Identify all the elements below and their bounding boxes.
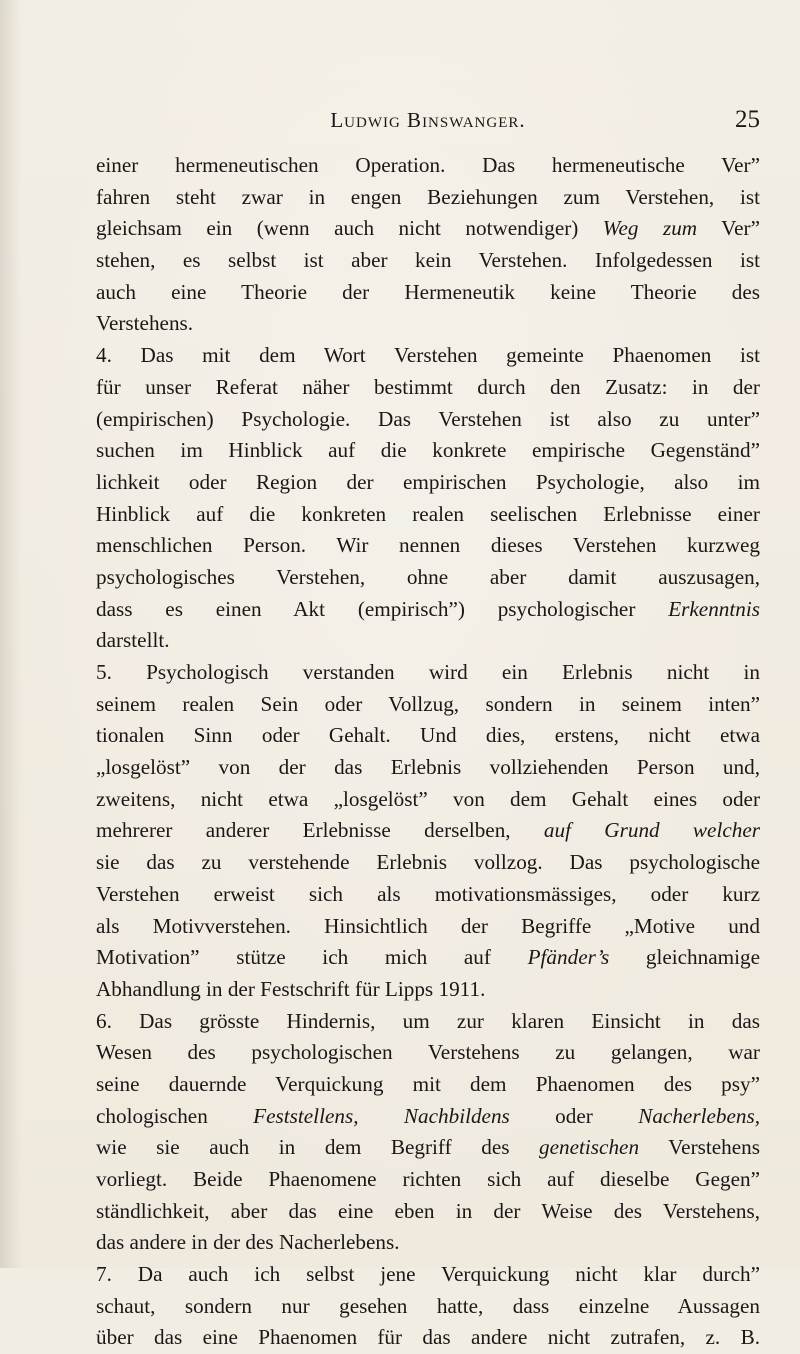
text-line: als Motivverstehen. Hinsichtlich der Begriffe „Motive und [96, 913, 760, 938]
text-line: Hinblick auf die konkreten realen seelischen Erlebnisse einer [96, 501, 760, 526]
text-line: darstellt. [96, 628, 170, 653]
text-line: lichkeit oder Region der empirischen Psychologie, also im [96, 469, 760, 494]
text-line: suchen im Hinblick auf die konkrete empirische Gegenständˮ [96, 438, 760, 463]
text-line: fahren steht zwar in engen Beziehungen zum Verstehen, ist [96, 184, 760, 209]
body-text [96, 150, 760, 1354]
text-line: 5. Psychologisch verstanden wird ein Erlebnis nicht in [96, 660, 760, 684]
text-line: 7. Da auch ich selbst jene Verquickung nicht klar durchˮ [96, 1262, 760, 1287]
text-line: vorliegt. Beide Phaenomene richten sich auf dieselbe Gegenˮ [96, 1167, 760, 1191]
text-line: über das eine Phaenomen für das andere nicht zutrafen, z. B. [96, 1325, 760, 1350]
text-line: einer hermeneutischen Operation. Das hermeneutische Verˮ [96, 153, 760, 177]
text-line: mehrerer anderer Erlebnisse derselben, auf Grund welcher [96, 818, 760, 843]
text-line: seinem realen Sein oder Vollzug, sondern in seinem intenˮ [96, 691, 760, 716]
text-line: schaut, sondern nur gesehen hatte, dass einzelne Aussagen [96, 1293, 760, 1318]
text-line: „losgelöst” von der das Erlebnis vollziehenden Person und, [96, 755, 760, 780]
text-line: seine dauernde Verquickung mit dem Phaenomen des psyˮ [96, 1071, 760, 1096]
text-line: zweitens, nicht etwa „losgelöst” von dem Gehalt eines oder [96, 786, 760, 811]
text-line: dass es einen Akt (empirischˮ) psychologischer Erkenntnis [96, 596, 760, 621]
running-head: Ludwig Binswanger. [330, 108, 526, 132]
text-line: auch eine Theorie der Hermeneutik keine Theorie des [96, 279, 760, 304]
text-line: stehen, es selbst ist aber kein Verstehen. Infolgedessen ist [96, 248, 760, 273]
text-line: wie sie auch in dem Begriff des genetischen Verstehens [96, 1135, 760, 1160]
page-number: 25 [735, 106, 760, 133]
text-line: tionalen Sinn oder Gehalt. Und dies, erstens, nicht etwa [96, 723, 760, 748]
text-line: menschlichen Person. Wir nennen dieses Verstehen kurzweg [96, 533, 760, 558]
text-line: 4. Das mit dem Wort Verstehen gemeinte Phaenomen ist [96, 343, 760, 368]
text-line: (empirischen) Psychologie. Das Verstehen ist also zu unterˮ [96, 406, 760, 431]
text-line: ständlichkeit, aber das eine eben in der Weise des Verstehens, [96, 1198, 760, 1223]
text-line: sie das zu verstehende Erlebnis vollzog. Das psychologische [96, 850, 760, 875]
page-header [96, 106, 760, 140]
text-line: Verstehens. [96, 311, 194, 336]
gutter-shadow [0, 0, 22, 1268]
text-line: für unser Referat näher bestimmt durch den Zusatz: in der [96, 374, 760, 399]
text-line: Verstehen erweist sich als motivationsmässiges, oder kurz [96, 881, 760, 906]
text-line: Motivation” stütze ich mich auf Pfänder’s gleichnamige [96, 945, 760, 970]
text-line: das andere in der des Nacherlebens. [96, 1230, 400, 1255]
text-line: psychologisches Verstehen, ohne aber damit auszusagen, [96, 564, 760, 589]
text-line: Abhandlung in der Festschrift für Lipps 1911. [96, 976, 486, 1001]
text-line: gleichsam ein (wenn auch nicht notwendiger) Weg zum Verˮ [96, 216, 760, 241]
text-line: 6. Das grösste Hindernis, um zur klaren Einsicht in das [96, 1008, 760, 1033]
text-line: chologischen Feststellens, Nachbildens oder Nacherlebens, [96, 1103, 760, 1128]
text-line: Wesen des psychologischen Verstehens zu gelangen, war [96, 1040, 760, 1065]
